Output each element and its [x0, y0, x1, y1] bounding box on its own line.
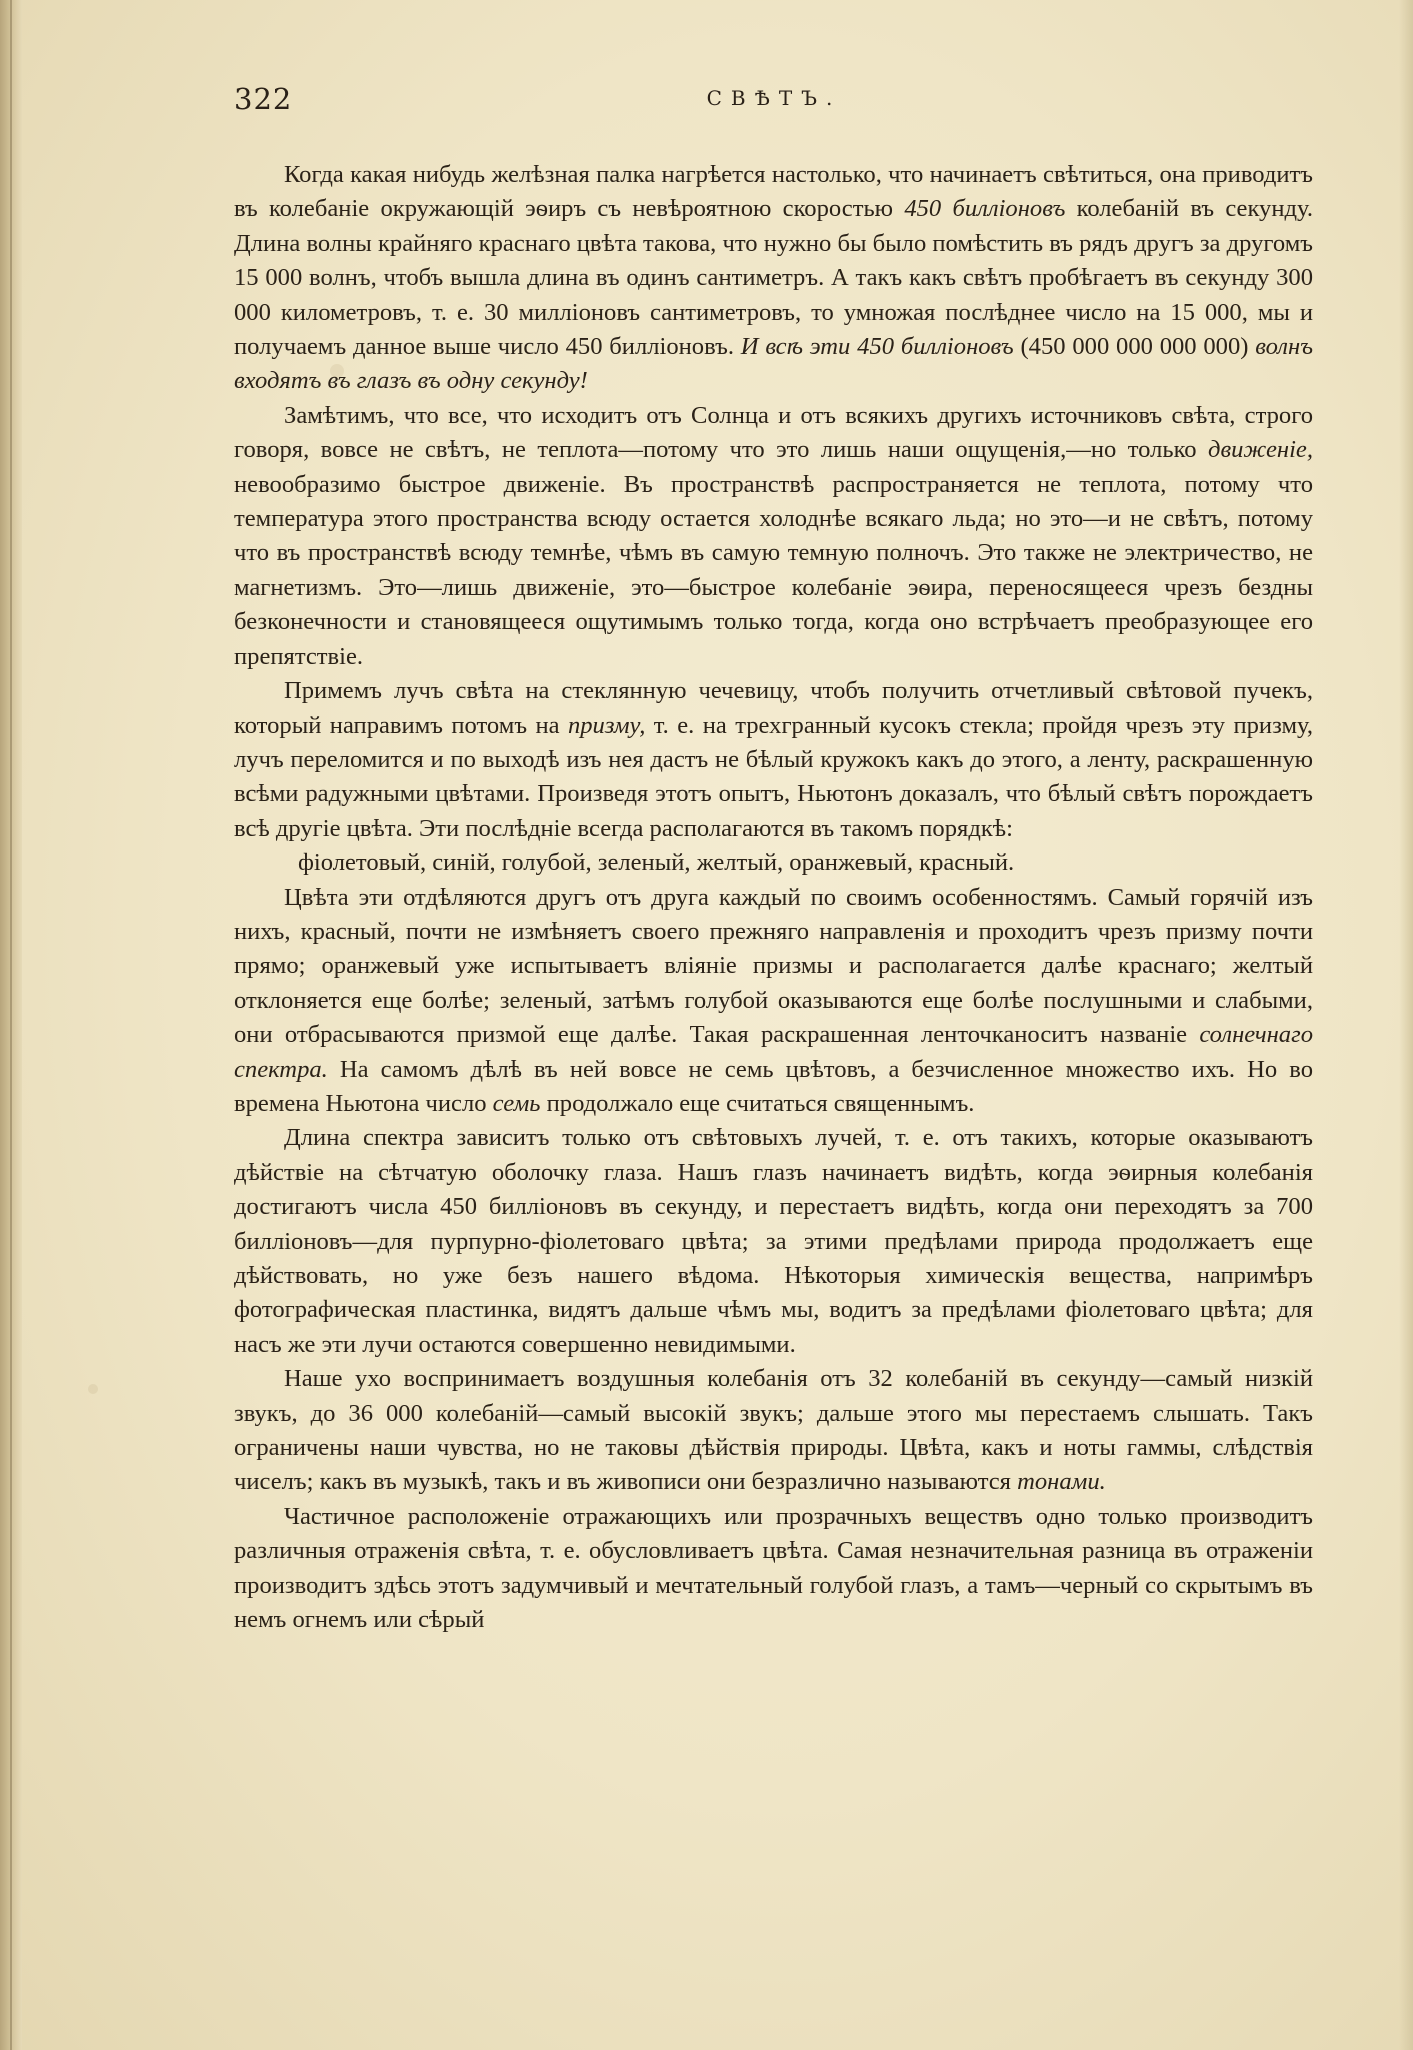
italic-text-run: семь [492, 1089, 541, 1117]
paragraph [234, 1362, 1313, 1500]
paragraph [234, 158, 1313, 399]
text-run: Цвѣта эти отдѣляются другъ отъ друга каждый по своимъ особенностямъ. Самый горячій изъ нихъ, красный, почти не измѣняетъ своего прежняго направленія и проходитъ чрезъ призму почти прямо; оранжевый уже испытываетъ вліяніе призмы и располагается далѣе краснаго; желтый отклоняется еще болѣе; зеленый, затѣмъ голубой оказываются еще болѣе послушными и слабыми, они отбрасываются призмой еще далѣе. Такая раскрашенная ленточканоситъ названіе [234, 883, 1313, 1049]
text-run: Частичное расположеніе отражающихъ или прозрачныхъ веществъ одно только производитъ различныя отраженія свѣта, т. е. обусловливаетъ цвѣта. Самая незначительная разница въ отраженіи производитъ здѣсь этотъ задумчивый и мечтательный голубой глазъ, а тамъ—черный со скрытымъ въ немъ огнемъ или сѣрый [234, 1502, 1313, 1634]
paragraph [234, 674, 1313, 846]
text-run: Замѣтимъ, что все, что исходитъ отъ Солнца и отъ всякихъ другихъ источниковъ свѣта, строго говоря, вовсе не свѣтъ, не теплота—потому что это лишь наши ощущенія,—но только [234, 401, 1313, 464]
italic-text-run: тонами. [1017, 1468, 1106, 1496]
text-run: невообразимо быстрое движеніе. Въ пространствѣ распространяется не теплота, потому что температура этого пространства всюду остается холоднѣе всякаго льда; но это—и не свѣтъ, потому что въ пространствѣ всюду темнѣе, чѣмъ въ самую темную полночъ. Это также не электричество, не магнетизмъ. Это—лишь движеніе, это—быстрое колебаніе эѳира, переносящееся чрезъ бездны безконечности и становящееся ощутимымъ только тогда, когда оно встрѣчаетъ преобразующее его препятствіе. [234, 470, 1313, 670]
text-run: т. е. на трехгранный кусокъ стекла; пройдя чрезъ эту призму, лучъ переломится и по выходѣ изъ нея дастъ не бѣлый кружокъ какъ до этого, а ленту, раскрашенную всѣми радужными цвѣтами. Произведя этотъ опытъ, Ньютонъ доказалъ, что бѣлый свѣтъ порождаетъ всѣ другіе цвѣта. Эти послѣдніе всегда располагаются въ такомъ порядкѣ: [234, 711, 1313, 842]
italic-text-run: солнечнаго спектра. [234, 1021, 1313, 1083]
binding-edge [10, 0, 12, 2050]
running-head [234, 82, 1314, 122]
text-run: Когда какая нибудь желѣзная палка нагрѣется настолько, что начинаетъ свѣтиться, она приводитъ въ колебаніе окружающій эѳиръ съ невѣроятною скоростью [234, 161, 1313, 223]
page-number: 322 [234, 82, 293, 116]
italic-text-run: И всѣ эти 450 билліоновъ [740, 333, 1014, 361]
italic-text-run: 450 билліоновъ [904, 195, 1066, 223]
text-run: Примемъ лучъ свѣта на стеклянную чечевицу, чтобъ получить отчетливый свѣтовой пучекъ, который направимъ потомъ на [234, 677, 1313, 739]
color-list-line: фіолетовый, синій, голубой, зеленый, желтый, оранжевый, красный. [298, 849, 1015, 877]
paragraph [234, 399, 1313, 674]
italic-text-run: призму, [567, 711, 646, 739]
body-text [234, 158, 1313, 1637]
italic-text-run: волнъ входятъ въ глазъ въ одну секунду! [234, 333, 1313, 395]
text-run: На самомъ дѣлѣ въ ней вовсе не семь цвѣтовъ, а безчисленное множество ихъ. Но во времена Ньютона число [234, 1055, 1313, 1117]
text-run: продолжало еще считаться священнымъ. [540, 1089, 975, 1117]
text-run: Длина спектра зависитъ только отъ свѣтовыхъ лучей, т. е. отъ такихъ, которые оказываютъ дѣйствіе на сѣтчатую оболочку глаза. Нашъ глазъ начинаетъ видѣть, когда эѳирныя колебанія достигаютъ числа 450 билліоновъ въ секунду, и перестаетъ видѣть, когда они переходятъ за 700 билліоновъ—для пурпурно-фіолетоваго цвѣта; за этими предѣлами природа продолжаетъ еще дѣйствовать, но уже безъ нашего вѣдома. Нѣкоторыя химическія вещества, напримѣръ фотографическая пластинка, видятъ дальше чѣмъ мы, водитъ за предѣлами фіолетоваго цвѣта; для насъ же эти лучи остаются совершенно невидимыми. [234, 1124, 1313, 1358]
text-run: (450 000 000 000 000) [1013, 333, 1256, 361]
paragraph [234, 1121, 1313, 1362]
paragraph [234, 881, 1313, 1122]
paper-spot [88, 1384, 98, 1394]
page-edge-shadow [1399, 0, 1413, 2050]
text-run: Наше ухо воспринимаетъ воздушныя колебанія отъ 32 колебаній въ секунду—самый низкій звукъ, до 36 000 колебаній—самый высокій звукъ; дальше этого мы перестаемъ слышать. Такъ ограничены наши чувства, но не таковы дѣйствія природы. Цвѣта, какъ и ноты гаммы, слѣдствія чиселъ; какъ въ музыкѣ, такъ и въ живописи они безразлично называются [234, 1365, 1313, 1496]
italic-text-run: движеніе, [1208, 436, 1313, 464]
section-title: СВѢТЪ. [706, 86, 842, 110]
text-run: колебаній въ секунду. Длина волны крайняго краснаго цвѣта такова, что нужно бы было помѣстить въ рядъ другъ за другомъ 15 000 волнъ, чтобъ вышла длина въ одинъ сантиметръ. А такъ какъ свѣтъ пробѣгаетъ въ секунду 300 000 километровъ, т. е. 30 милліоновъ сантиметровъ, то умножая послѣднее число на 15 000, мы и получаемъ данное выше число 450 билліоновъ. [234, 195, 1314, 361]
paragraph [234, 1500, 1313, 1638]
